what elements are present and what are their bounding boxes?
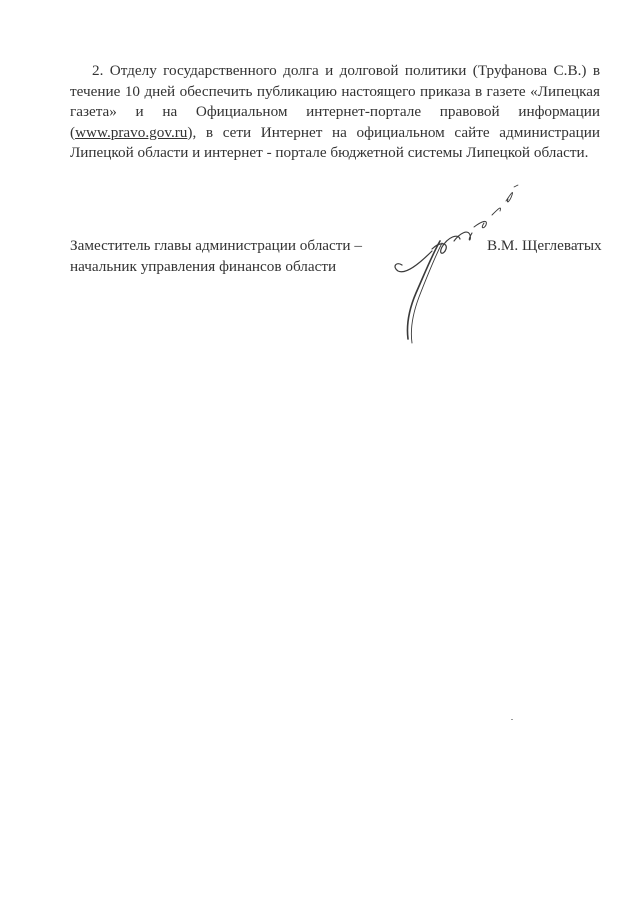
paragraph-text-before-link: 2. Отделу государственного долга и долговой политики (Труфанова С.В.) в течение 10 дней обеспечить публикацию настоящего приказа в газете «Липецкая газета» и на Официальном интернет-портале правовой информации ( [70, 62, 600, 141]
signer-name: В.М. Щеглеватых [487, 237, 602, 254]
pravo-gov-link[interactable]: www.pravo.gov.ru [75, 123, 188, 141]
signer-title-line-2: начальник управления финансов области [70, 257, 337, 275]
handwritten-signature [388, 183, 528, 353]
order-paragraph-2 [70, 61, 600, 164]
paragraph-text-after-link: ), в сети Интернет на официальном сайте администрации Липецкой области и интернет - портале бюджетной системы Липецкой области. [70, 123, 600, 161]
signer-title-line-1: Заместитель главы администрации области – [70, 237, 362, 254]
scan-speck [511, 719, 513, 720]
signer-title [70, 236, 362, 277]
